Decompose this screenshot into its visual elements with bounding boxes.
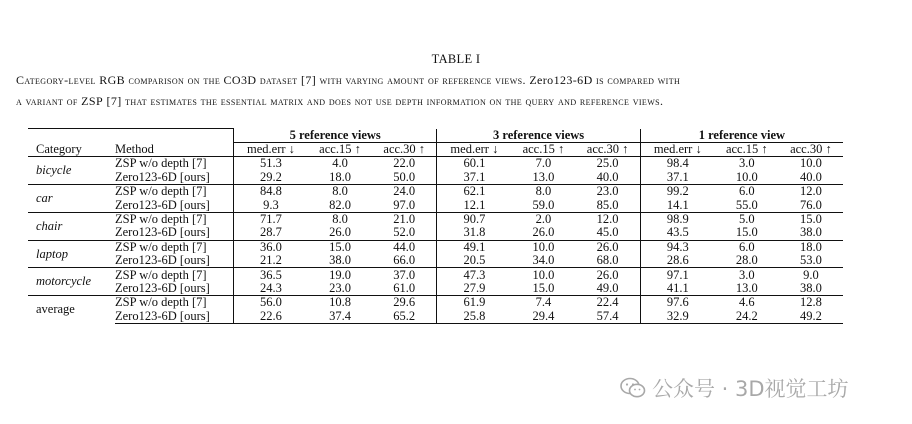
value-cell: 10.0 bbox=[735, 169, 758, 184]
group-header-5-views: 5 reference views bbox=[234, 129, 437, 143]
method-cell: ZSP w/o depth [7] bbox=[115, 296, 234, 310]
caption-text: is compared with bbox=[592, 73, 681, 87]
method-cell: Zero123-6D [ours] bbox=[115, 280, 210, 295]
metric-header: acc.30 ↑ bbox=[586, 142, 629, 157]
watermark bbox=[620, 370, 900, 406]
value-cell: 27.9 bbox=[437, 282, 511, 296]
value-cell: 15.0 bbox=[779, 212, 843, 226]
value-cell: 12.0 bbox=[779, 185, 843, 199]
value-cell: 62.1 bbox=[437, 185, 511, 199]
value-cell: 8.0 bbox=[308, 212, 372, 226]
value-cell: 7.4 bbox=[511, 296, 575, 310]
category-cell: average bbox=[28, 296, 115, 324]
method-cell: ZSP w/o depth [7] bbox=[115, 185, 234, 199]
value-cell: 18.0 bbox=[329, 169, 351, 184]
value-cell: 26.0 bbox=[532, 225, 555, 240]
value-cell: 38.0 bbox=[799, 280, 822, 295]
value-cell: 53.0 bbox=[799, 253, 822, 268]
table-row bbox=[28, 157, 843, 171]
metric-header: acc.15 ↑ bbox=[319, 142, 361, 157]
metric-header: acc.30 ↑ bbox=[383, 142, 426, 157]
value-cell: 51.3 bbox=[234, 157, 308, 171]
method-cell: Zero123-6D [ours] bbox=[115, 310, 234, 324]
method-header: Method bbox=[115, 141, 154, 156]
method-cell: Zero123-6D [ours] bbox=[115, 225, 210, 240]
value-cell: 10.0 bbox=[779, 157, 843, 171]
value-cell: 12.0 bbox=[575, 212, 640, 226]
value-cell: 4.0 bbox=[308, 157, 372, 171]
table-row bbox=[28, 212, 843, 226]
header-metric-row bbox=[28, 142, 843, 156]
category-cell: laptop bbox=[28, 240, 115, 268]
value-cell: 14.1 bbox=[640, 198, 714, 212]
value-cell: 37.1 bbox=[640, 171, 714, 185]
metric-header: acc.15 ↑ bbox=[725, 142, 768, 157]
value-cell: 94.3 bbox=[640, 240, 714, 254]
value-cell: 24.0 bbox=[372, 185, 437, 199]
value-cell: 68.0 bbox=[596, 253, 619, 268]
value-cell: 36.5 bbox=[234, 268, 308, 282]
value-cell: 84.8 bbox=[234, 185, 308, 199]
value-cell: 21.2 bbox=[234, 254, 308, 268]
category-cell: car bbox=[28, 185, 115, 213]
value-cell: 50.0 bbox=[393, 169, 416, 184]
value-cell: 37.4 bbox=[308, 310, 372, 324]
value-cell: 24.2 bbox=[715, 310, 779, 324]
value-cell: 40.0 bbox=[596, 169, 619, 184]
metric-header: med.err ↓ bbox=[640, 142, 714, 156]
value-cell: 97.0 bbox=[393, 197, 416, 212]
table-row bbox=[28, 254, 843, 268]
table-row bbox=[28, 282, 843, 296]
value-cell: 55.0 bbox=[735, 197, 758, 212]
value-cell: 10.0 bbox=[511, 240, 575, 254]
value-cell: 26.0 bbox=[575, 268, 640, 282]
value-cell: 6.0 bbox=[715, 185, 779, 199]
value-cell: 13.0 bbox=[532, 169, 555, 184]
value-cell: 26.0 bbox=[575, 240, 640, 254]
value-cell: 52.0 bbox=[393, 225, 416, 240]
value-cell: 28.0 bbox=[735, 253, 758, 268]
value-cell: 22.6 bbox=[234, 310, 308, 324]
results-table bbox=[28, 128, 843, 324]
value-cell: 98.4 bbox=[640, 157, 714, 171]
table-row bbox=[28, 240, 843, 254]
value-cell: 66.0 bbox=[393, 253, 416, 268]
value-cell: 28.6 bbox=[640, 254, 714, 268]
value-cell: 12.1 bbox=[437, 198, 511, 212]
value-cell: 8.0 bbox=[308, 185, 372, 199]
value-cell: 15.0 bbox=[308, 240, 372, 254]
value-cell: 38.0 bbox=[799, 225, 822, 240]
value-cell: 38.0 bbox=[329, 253, 351, 268]
table-row bbox=[28, 296, 843, 310]
caption-text: ZSP bbox=[81, 94, 104, 108]
value-cell: 15.0 bbox=[735, 225, 758, 240]
value-cell: 49.1 bbox=[437, 240, 511, 254]
value-cell: 2.0 bbox=[511, 212, 575, 226]
group-header-1-view: 1 reference view bbox=[640, 129, 843, 143]
table-caption-line-1 bbox=[16, 73, 896, 88]
metric-header: acc.15 ↑ bbox=[522, 142, 565, 157]
table-label: TABLE I bbox=[431, 52, 481, 66]
value-cell: 25.0 bbox=[575, 157, 640, 171]
group-header-3-views: 3 reference views bbox=[437, 129, 640, 143]
value-cell: 13.0 bbox=[735, 280, 758, 295]
category-cell: bicycle bbox=[28, 157, 115, 185]
value-cell: 28.7 bbox=[234, 226, 308, 240]
method-cell: ZSP w/o depth [7] bbox=[115, 212, 234, 226]
value-cell: 36.0 bbox=[234, 240, 308, 254]
header-group-row bbox=[28, 129, 843, 143]
value-cell: 34.0 bbox=[532, 253, 555, 268]
value-cell: 37.0 bbox=[372, 268, 437, 282]
value-cell: 60.1 bbox=[437, 157, 511, 171]
caption-text: CO3D bbox=[223, 73, 257, 87]
wechat-logo-icon bbox=[620, 377, 646, 399]
value-cell: 31.8 bbox=[437, 226, 511, 240]
value-cell: 7.0 bbox=[511, 157, 575, 171]
value-cell: 57.4 bbox=[575, 310, 640, 324]
method-cell: Zero123-6D [ours] bbox=[115, 197, 210, 212]
value-cell: 9.0 bbox=[779, 268, 843, 282]
value-cell: 49.0 bbox=[596, 280, 619, 295]
value-cell: 97.1 bbox=[640, 268, 714, 282]
table-row bbox=[28, 185, 843, 199]
value-cell: 3.0 bbox=[715, 268, 779, 282]
method-cell: ZSP w/o depth [7] bbox=[115, 157, 234, 171]
caption-text: [7] that estimates the essential matrix and does not use depth information on the query and reference views. bbox=[103, 94, 664, 108]
value-cell: 41.1 bbox=[640, 282, 714, 296]
value-cell: 45.0 bbox=[596, 225, 619, 240]
value-cell: 18.0 bbox=[779, 240, 843, 254]
table-row bbox=[28, 310, 843, 324]
category-cell: chair bbox=[28, 212, 115, 240]
value-cell: 99.2 bbox=[640, 185, 714, 199]
value-cell: 44.0 bbox=[372, 240, 437, 254]
value-cell: 23.0 bbox=[575, 185, 640, 199]
table-row bbox=[28, 268, 843, 282]
value-cell: 15.0 bbox=[532, 280, 555, 295]
value-cell: 20.5 bbox=[437, 254, 511, 268]
value-cell: 29.4 bbox=[511, 310, 575, 324]
caption-text: a variant of bbox=[16, 94, 82, 108]
value-cell: 21.0 bbox=[372, 212, 437, 226]
value-cell: 37.1 bbox=[437, 171, 511, 185]
method-cell: Zero123-6D [ours] bbox=[115, 253, 210, 268]
value-cell: 29.6 bbox=[372, 296, 437, 310]
value-cell: 61.9 bbox=[437, 296, 511, 310]
value-cell: 47.3 bbox=[437, 268, 511, 282]
value-cell: 40.0 bbox=[799, 169, 822, 184]
value-cell: 90.7 bbox=[437, 212, 511, 226]
table-row bbox=[28, 198, 843, 212]
value-cell: 61.0 bbox=[393, 280, 416, 295]
value-cell: 97.6 bbox=[640, 296, 714, 310]
method-cell: Zero123-6D [ours] bbox=[115, 169, 210, 184]
value-cell: 10.8 bbox=[308, 296, 372, 310]
value-cell: 49.2 bbox=[779, 310, 843, 324]
value-cell: 59.0 bbox=[532, 197, 555, 212]
value-cell: 3.0 bbox=[715, 157, 779, 171]
value-cell: 12.8 bbox=[779, 296, 843, 310]
table-row bbox=[28, 226, 843, 240]
value-cell: 22.4 bbox=[575, 296, 640, 310]
value-cell: 43.5 bbox=[640, 226, 714, 240]
value-cell: 6.0 bbox=[715, 240, 779, 254]
method-cell: ZSP w/o depth [7] bbox=[115, 240, 234, 254]
table-caption-line-2 bbox=[16, 94, 896, 109]
value-cell: 29.2 bbox=[234, 171, 308, 185]
value-cell: 32.9 bbox=[640, 310, 714, 324]
value-cell: 82.0 bbox=[329, 197, 351, 212]
category-header: Category bbox=[36, 141, 82, 156]
category-cell: motorcycle bbox=[28, 268, 115, 296]
value-cell: 19.0 bbox=[308, 268, 372, 282]
value-cell: 76.0 bbox=[799, 197, 822, 212]
metric-header: med.err ↓ bbox=[437, 142, 511, 156]
metric-header: acc.30 ↑ bbox=[790, 142, 832, 157]
caption-text: dataset [7] with varying amount of reference views. bbox=[256, 73, 530, 87]
value-cell: 26.0 bbox=[329, 225, 351, 240]
watermark-text: 公众号 · 3D视觉工坊 bbox=[652, 377, 849, 401]
metric-header: med.err ↓ bbox=[234, 142, 308, 156]
value-cell: 23.0 bbox=[329, 280, 351, 295]
value-cell: 98.9 bbox=[640, 212, 714, 226]
value-cell: 9.3 bbox=[234, 198, 308, 212]
value-cell: 5.0 bbox=[715, 212, 779, 226]
value-cell: 25.8 bbox=[437, 310, 511, 324]
value-cell: 71.7 bbox=[234, 212, 308, 226]
caption-text: Category-level RGB comparison on the bbox=[16, 73, 224, 87]
value-cell: 24.3 bbox=[234, 282, 308, 296]
value-cell: 56.0 bbox=[234, 296, 308, 310]
table-row bbox=[28, 171, 843, 185]
value-cell: 4.6 bbox=[715, 296, 779, 310]
value-cell: 10.0 bbox=[511, 268, 575, 282]
value-cell: 65.2 bbox=[372, 310, 437, 324]
value-cell: 85.0 bbox=[596, 197, 619, 212]
table-body bbox=[28, 157, 843, 324]
value-cell: 8.0 bbox=[511, 185, 575, 199]
method-cell: ZSP w/o depth [7] bbox=[115, 268, 234, 282]
caption-text: Zero123-6D bbox=[529, 73, 593, 87]
value-cell: 22.0 bbox=[372, 157, 437, 171]
